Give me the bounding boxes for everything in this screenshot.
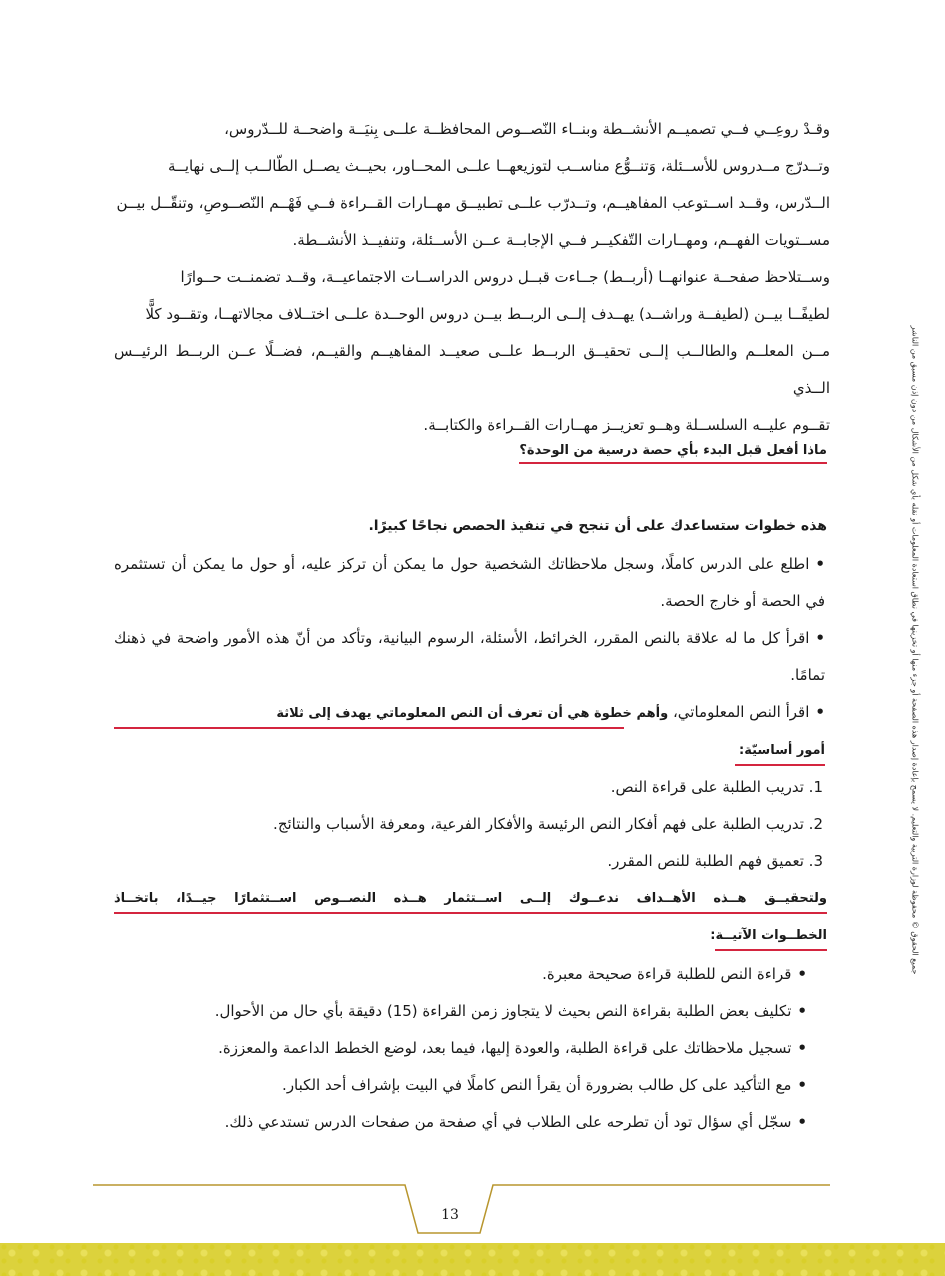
text-line: وقـدْ روعِــي فــي تصميــم الأنشــطة وبنــاء النّصــوص المحافظــة علــى بِنيَــة واضحــة للــدّروس، (224, 120, 830, 138)
intro-paragraph-2 (114, 259, 830, 444)
bullet-highlight: وأهم خطوة هي أن تعرف أن النص المعلوماتي يهدف إلى ثلاثة (276, 706, 669, 721)
numbered-item: 2. تدريب الطلبة على فهم أفكار النص الرئيسة والأفكار الفرعية، ومعرفة الأسباب والنتائج. (273, 815, 823, 833)
step-item (215, 993, 807, 1030)
bullet-icon: • (797, 965, 807, 983)
bullet-icon: • (797, 1039, 807, 1057)
bullet-icon: • (815, 555, 825, 573)
text-line: مســتويات الفهــم، ومهــارات التّفكيــر فــي الإجابــة عــن الأســئلة، وتنفيــذ الأنشــطة. (292, 231, 830, 249)
goals-underline (114, 912, 827, 914)
bullet-icon: • (797, 1113, 807, 1131)
intro-paragraph-1 (114, 111, 830, 259)
goals-underline (715, 949, 827, 951)
text-line: تقــوم عليــه السلســلة وهــو تعزيــز مهــارات القــراءة والكتابــة. (423, 416, 830, 434)
text-line: وتــدرّج مــدروس للأســئلة، وَتنــوُّع مناســب لتوزيعهــا علــى المحــاور، بحيــث يصــل الطّالــب إلــى نهايــة (167, 157, 830, 175)
bullet-highlight: أمور أساسيّة: (739, 743, 825, 758)
page-number: 13 (441, 1207, 459, 1223)
bullet-icon: • (815, 629, 825, 647)
steps-heading: هذه خطوات ستساعدك على أن تنجح في تنفيذ الحصص نجاحًا كبيرًا. (368, 518, 827, 534)
bullet-text: اقرأ النص المعلوماتي، (668, 703, 810, 721)
bullet-item (114, 620, 825, 694)
text-line: وســتلاحظ صفحــة عنوانهــا (أربــط) جــاءت قبــل دروس الدراســات الاجتماعيــة، وقــد تضمنــت حــوارًا (180, 268, 830, 286)
bullet-item (114, 546, 825, 620)
step-text: سجّل أي سؤال تود أن تطرحه على الطلاب في أي صفحة من صفحات الدرس تستدعي ذلك. (224, 1113, 792, 1131)
bullet-icon: • (797, 1002, 807, 1020)
step-text: تكليف بعض الطلبة بقراءة النص بحيث لا يتجاوز زمن القراءة (15) دقيقة بأي حال من الأحوال. (214, 1002, 792, 1020)
footer-ornament (0, 1175, 945, 1245)
text-line: مــن المعلــم والطالــب إلــى تحقيــق الربــط علــى صعيــد المفاهيــم والقيــم، فضــلًا عــن الربــط الرئيــس الــذي (114, 342, 830, 397)
step-text: تسجيل ملاحظاتك على قراءة الطلبة، والعودة إليها، فيما بعد، لوضع الخطط الداعمة والمعززة. (218, 1039, 792, 1057)
step-text: مع التأكيد على كل طالب بضرورة أن يقرأ النص كاملًا في البيت بإشراف أحد الكبار. (282, 1076, 792, 1094)
step-item (218, 1030, 807, 1067)
bullet-icon: • (815, 703, 825, 721)
text-line: الــدّرس، وقــد اســتوعب المفاهيــم، وتــدرّب علــى تطبيــق مهــارات القــراءة فــي فَهْــم النّصــوصِ، وتنقّــل بيــن (116, 194, 830, 212)
step-item (282, 1067, 807, 1104)
bullet-text: اطلع على الدرس كاملًا، وسجل ملاحظاتك الشخصية حول ما يمكن أن تركز عليه، أو حول ما يمكن أن تستثمره في الحصة أو خارج الحصة. (114, 555, 825, 610)
bullet-icon: • (797, 1076, 807, 1094)
question-heading: ماذا أفعل قبل البدء بأي حصة درسية من الوحدة؟ (519, 443, 827, 464)
step-item (225, 1104, 807, 1141)
bullet-text: اقرأ كل ما له علاقة بالنص المقرر، الخرائط، الأسئلة، الرسوم البيانية، وتأكد من أنّ هذه الأمور واضحة في ذهنك تمامًا. (114, 629, 825, 684)
goals-line: الخطــوات الآتيــة: (710, 928, 827, 943)
step-text: قراءة النص للطلبة قراءة صحيحة معبرة. (542, 965, 792, 983)
highlight-underline (114, 727, 624, 729)
numbered-item: 1. تدريب الطلبة على قراءة النص. (610, 778, 823, 796)
step-item (542, 956, 807, 993)
copyright-sidebar (905, 300, 925, 1000)
footer-pattern-band (0, 1243, 945, 1276)
highlight-underline (735, 764, 825, 766)
copyright-text: جميع الحقوق © محفوظة لوزارة التربية والتعليم. لا يسمح بإعادة إصدار هذه الصفحة أو جزء منها أو تخزينها في نطاق استعادة المعلومات أو نقله بأي شكل من الأشكال من دون إذن مسبق من الناشر (910, 325, 920, 975)
numbered-item: 3. تعميق فهم الطلبة للنص المقرر. (607, 852, 823, 870)
text-line: لطيفًــا بيــن (لطيفــة وراشــد) يهــدف إلــى الربــط بيــن دروس الوحــدة علــى اختــلاف مجالاتهــا، وتقــود كلًّا (145, 305, 830, 323)
goals-line: ولتحقيــق هــذه الأهــداف ندعــوك إلــى اســتثمار هــذه النصــوص اســتثمارًا جيــدًا، باتخــاذ (114, 891, 827, 906)
